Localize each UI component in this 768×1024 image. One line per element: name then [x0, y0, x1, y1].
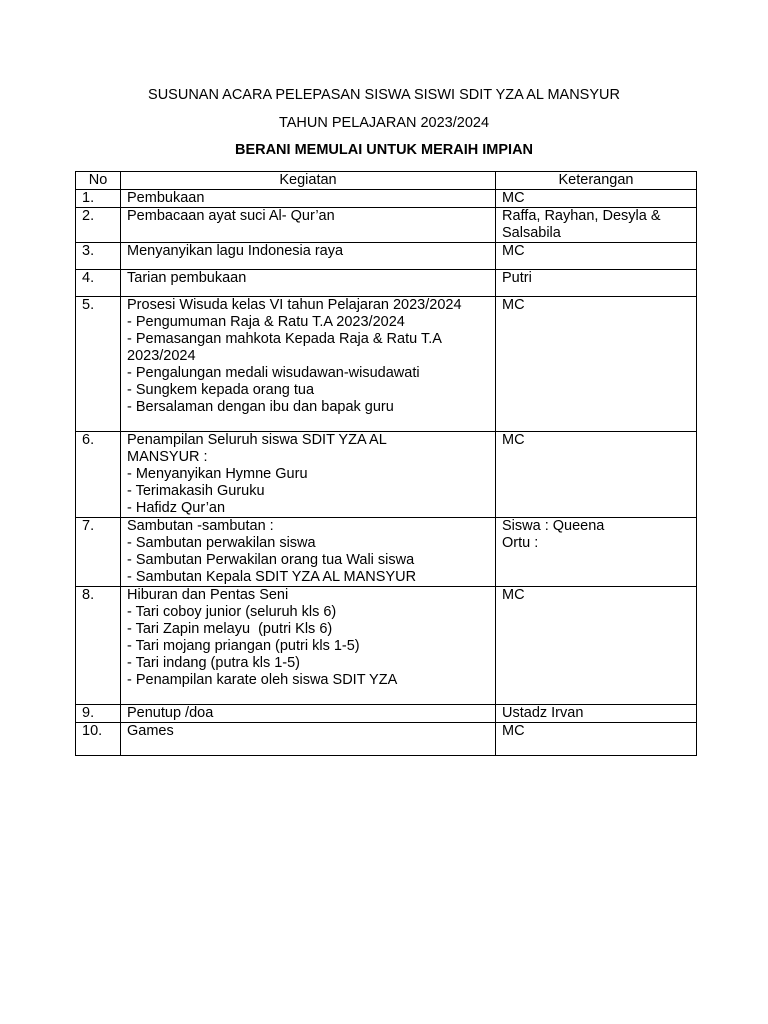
theme-title: BERANI MEMULAI UNTUK MERAIH IMPIAN: [234, 142, 534, 158]
table-row: [76, 518, 697, 587]
header-no: No: [76, 172, 121, 190]
row-number: 6.: [76, 432, 121, 518]
remarks-cell: [496, 587, 697, 705]
activity-line: - Tari coboy junior (seluruh kls 6): [127, 604, 337, 620]
activity-cell: [121, 270, 496, 297]
activity-line: Penampilan Seluruh siswa SDIT YZA AL: [127, 432, 387, 448]
remarks-line: Ortu :: [502, 535, 539, 551]
table-row: [76, 432, 697, 518]
row-number: 8.: [76, 587, 121, 705]
remarks-line: MC: [502, 723, 525, 739]
activity-line: - Sambutan perwakilan siswa: [127, 535, 316, 551]
activity-line: Games: [127, 723, 174, 739]
activity-line: - Pemasangan mahkota Kepada Raja & Ratu T.A: [127, 331, 442, 347]
activity-line: Pembukaan: [127, 190, 205, 206]
activity-line: Penutup /doa: [127, 705, 214, 721]
activity-line: Menyanyikan lagu Indonesia raya: [127, 243, 344, 259]
activity-cell: [121, 705, 496, 723]
table-row: [76, 723, 697, 756]
table-header-row: [76, 172, 697, 190]
table-row: [76, 270, 697, 297]
activity-line: - Tari indang (putra kls 1-5): [127, 655, 301, 671]
activity-cell: [121, 208, 496, 243]
schedule-table: [75, 171, 697, 756]
remarks-line: MC: [502, 243, 525, 259]
activity-line: Tarian pembukaan: [127, 270, 247, 286]
remarks-line: MC: [502, 432, 525, 448]
activity-cell: [121, 723, 496, 756]
remarks-cell: [496, 270, 697, 297]
activity-line: - Terimakasih Guruku: [127, 483, 265, 499]
activity-line: - Sambutan Kepala SDIT YZA AL MANSYUR: [127, 569, 417, 585]
academic-year: TAHUN PELAJARAN 2023/2024: [278, 115, 490, 131]
row-number: 10.: [76, 723, 121, 756]
activity-line: MANSYUR :: [127, 449, 208, 465]
table-row: [76, 587, 697, 705]
remarks-line: Putri: [502, 270, 532, 286]
table-row: [76, 297, 697, 432]
remarks-cell: [496, 723, 697, 756]
row-number: 5.: [76, 297, 121, 432]
activity-cell: [121, 587, 496, 705]
header-kegiatan: Kegiatan: [121, 172, 496, 190]
row-number: 7.: [76, 518, 121, 587]
activity-line: - Pengumuman Raja & Ratu T.A 2023/2024: [127, 314, 405, 330]
activity-line: - Penampilan karate oleh siswa SDIT YZA: [127, 672, 398, 688]
activity-cell: [121, 190, 496, 208]
activity-line: - Tari Zapin melayu (putri Kls 6): [127, 621, 333, 637]
document-title: SUSUNAN ACARA PELEPASAN SISWA SISWI SDIT YZA AL MANSYUR: [148, 87, 620, 103]
remarks-line: MC: [502, 190, 525, 206]
activity-cell: [121, 297, 496, 432]
table-row: [76, 190, 697, 208]
remarks-line: Salsabila: [502, 225, 561, 241]
activity-line: - Pengalungan medali wisudawan-wisudawati: [127, 365, 420, 381]
header-keterangan: Keterangan: [496, 172, 697, 190]
row-number: 9.: [76, 705, 121, 723]
row-number: 1.: [76, 190, 121, 208]
table-row: [76, 705, 697, 723]
remarks-line: MC: [502, 587, 525, 603]
remarks-cell: [496, 432, 697, 518]
activity-cell: [121, 432, 496, 518]
activity-line: - Sungkem kepada orang tua: [127, 382, 315, 398]
remarks-cell: [496, 243, 697, 270]
row-number: 4.: [76, 270, 121, 297]
activity-line: - Tari mojang priangan (putri kls 1-5): [127, 638, 360, 654]
remarks-cell: [496, 297, 697, 432]
remarks-cell: [496, 518, 697, 587]
table-row: [76, 208, 697, 243]
activity-cell: [121, 518, 496, 587]
remarks-cell: [496, 208, 697, 243]
activity-cell: [121, 243, 496, 270]
remarks-line: Raffa, Rayhan, Desyla &: [502, 208, 661, 224]
remarks-line: Ustadz Irvan: [502, 705, 584, 721]
activity-line: Hiburan dan Pentas Seni: [127, 587, 289, 603]
remarks-line: MC: [502, 297, 525, 313]
activity-line: - Bersalaman dengan ibu dan bapak guru: [127, 399, 394, 415]
activity-line: - Hafidz Qur’an: [127, 500, 226, 516]
table-row: [76, 243, 697, 270]
activity-line: Prosesi Wisuda kelas VI tahun Pelajaran 2023/2024: [127, 297, 462, 313]
activity-line: 2023/2024: [127, 348, 196, 364]
remarks-cell: [496, 190, 697, 208]
activity-line: - Sambutan Perwakilan orang tua Wali siswa: [127, 552, 415, 568]
remarks-line: Siswa : Queena: [502, 518, 605, 534]
remarks-cell: [496, 705, 697, 723]
activity-line: Pembacaan ayat suci Al- Qur’an: [127, 208, 335, 224]
activity-line: - Menyanyikan Hymne Guru: [127, 466, 308, 482]
row-number: 2.: [76, 208, 121, 243]
activity-line: Sambutan -sambutan :: [127, 518, 274, 534]
row-number: 3.: [76, 243, 121, 270]
